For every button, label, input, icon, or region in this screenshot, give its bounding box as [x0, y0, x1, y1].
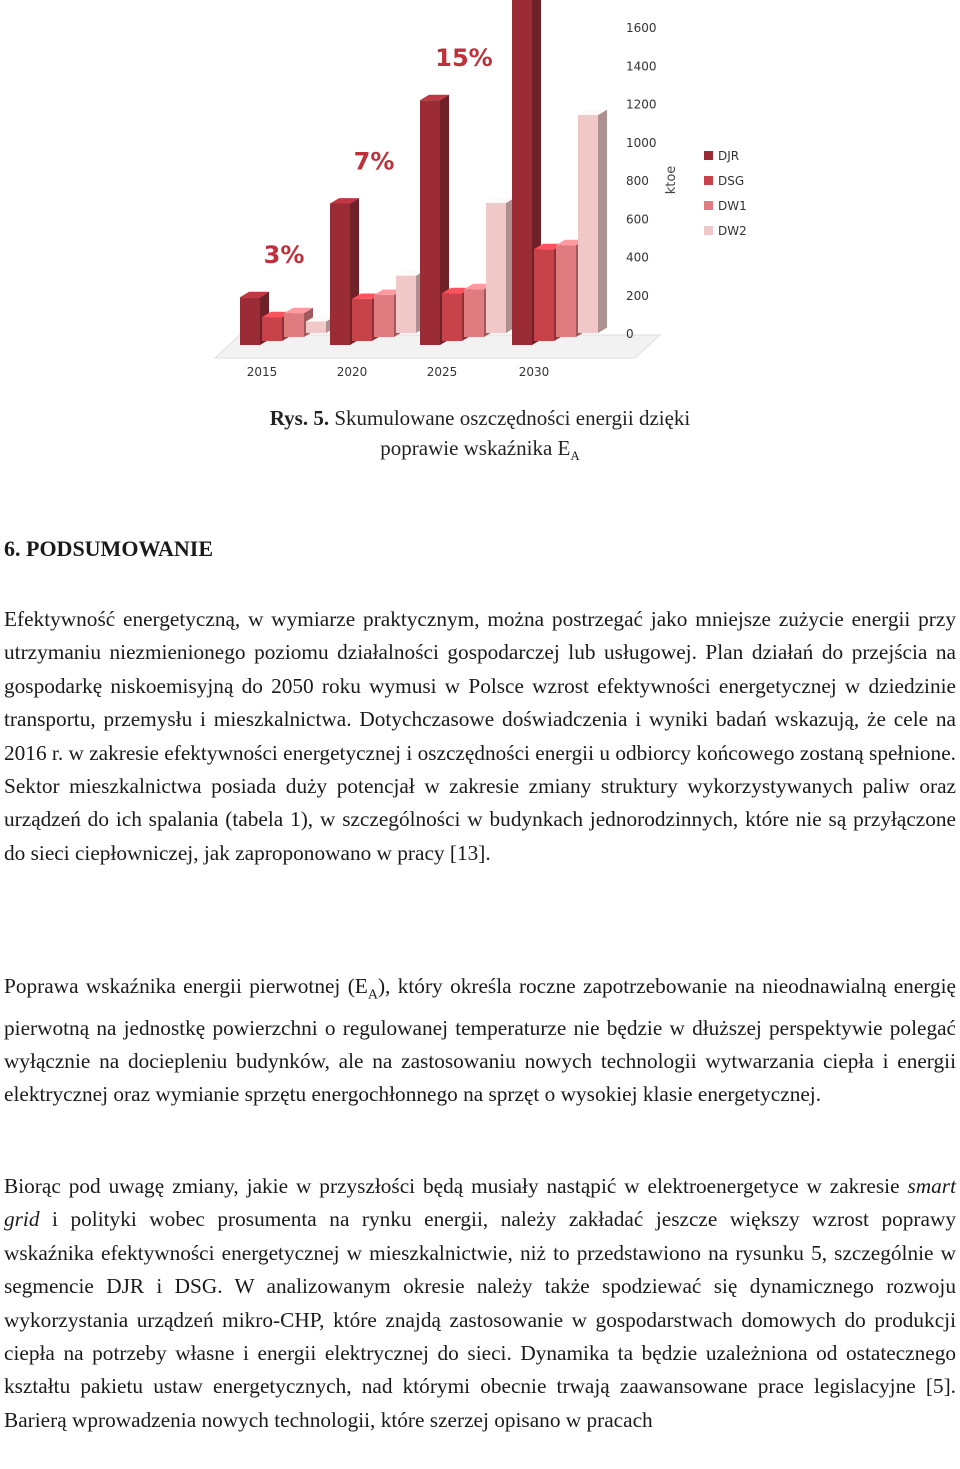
paragraph-2-start: Poprawa wskaźnika energii pierwotnej (E: [4, 974, 368, 998]
figure-caption-label: Rys. 5.: [269, 406, 330, 430]
legend-label: DW2: [718, 224, 747, 238]
legend-label: DW1: [718, 199, 747, 213]
y-axis-title: ktoe: [664, 165, 679, 195]
bar-DW2-2030: [578, 110, 607, 333]
figure-caption-line2: poprawie wskaźnika E: [380, 436, 571, 460]
x-axis-labels: [247, 365, 550, 379]
x-tick-label: 2030: [518, 365, 550, 379]
paragraph-3-start: Biorąc pod uwagę zmiany, jakie w przyszłości będą musiały nastąpić w elektroenergetyce w zakresie: [4, 1174, 908, 1198]
y-tick-label: 400: [626, 250, 649, 265]
y-tick-label: 1600: [626, 21, 657, 35]
legend-swatch: [704, 201, 713, 210]
paragraph-2-rest: ), który określa roczne zapotrzebowanie na nieodnawialną energię pierwotną na jednostkę powierzchni o regulowanej temperaturze nie będzie w dłuższej perspektywie polegać wyłącznie na dociepleniu budynków, ale na zastosowaniu nowych technologii wytwarzania ciepła i energii elektrycznej oraz wymianie sprzętu energochłonnego na sprzęt o wysokiej klasie energetycznej.: [4, 974, 957, 1107]
bar-front: [262, 317, 282, 341]
paragraph-2: [4, 970, 956, 1112]
figure-caption: [0, 406, 960, 431]
chart-bars: [240, 0, 607, 345]
legend-item-DJR: [704, 149, 739, 163]
y-tick-label: 1200: [626, 97, 657, 112]
legend-label: DSG: [718, 174, 745, 188]
savings-bar-chart: [0, 0, 960, 470]
x-tick-label: 2020: [336, 365, 368, 379]
bar-front: [512, 0, 532, 345]
paragraph-3-rest: i polityki wobec prosumenta na rynku energii, należy zakładać jeszcze większy wzrost poprawy wskaźnika efektywności energetycznej w mieszkalnictwie, niż to przedstawiono na rysunku 5, szczególnie w segmencie DJR i DSG. W analizowanym okresie należy także spodziewać się dynamicznego rozwoju wykorzystania urządzeń mikro-CHP, które znajdą zastosowanie w gospodarstwach domowych do produkcji ciepła na potrzeby własne i energii elektrycznej do sieci. Dynamika ta będzie uzależniona od ostatecznego kształtu pakietu ustaw energetycznych, nad którymi obecnie trwają zaawansowane prace legislacyjne [5]. Barierą wprowadzenia nowych technologii, które szerzej opisano w pracach: [4, 1207, 956, 1432]
y-tick-label: 0: [626, 327, 634, 341]
bar-front: [374, 295, 394, 337]
y-tick-label: 1400: [626, 59, 657, 74]
figure-caption-line1: Skumulowane oszczędności energii dzięki: [334, 406, 691, 430]
bar-front: [284, 313, 304, 337]
bar-front: [396, 276, 416, 333]
bar-front: [240, 297, 260, 345]
bar-front: [306, 322, 326, 333]
legend-item-DW2: [704, 224, 747, 238]
bar-front: [464, 289, 484, 337]
bar-front: [486, 203, 506, 333]
bar-front: [352, 299, 372, 341]
legend-label: DJR: [718, 149, 740, 163]
bar-front: [442, 293, 462, 341]
y-tick-label: 200: [626, 288, 649, 303]
paragraph-3: [4, 1170, 956, 1437]
bar-front: [420, 100, 440, 345]
bar-side: [598, 110, 607, 333]
bar-DW2-2025: [486, 198, 515, 333]
legend-item-DSG: [704, 174, 744, 188]
y-tick-label: 600: [626, 212, 649, 227]
paragraph-2-subscript: A: [367, 987, 378, 1003]
figure-caption-subscript: A: [570, 448, 580, 464]
y-axis-labels: [626, 21, 657, 341]
percent-annotation: 15%: [435, 44, 493, 73]
y-tick-label: 800: [626, 174, 649, 188]
bar-front: [330, 203, 350, 345]
section-heading: 6. PODSUMOWANIE: [4, 536, 214, 561]
percent-annotation: 3%: [263, 241, 305, 270]
x-tick-label: 2025: [426, 365, 458, 379]
x-tick-label: 2015: [246, 365, 278, 379]
paragraph-1: Efektywność energetyczną, w wymiarze praktycznym, można postrzegać jako mniejsze zużycie energii przy utrzymaniu niezmienionego poziomu działalności gospodarczej lub usługowej. Plan działań do przejścia na gospodarkę niskoemisyjną do 2050 roku wymusi w Polsce wzrost efektywności energetycznej w dziedzinie transportu, przemysłu i mieszkalnictwa. Dotychczasowe doświadczenia i wyniki badań wskazują, że cele na 2016 r. w zakresie efektywności energetycznej i oszczędności energii u odbiorcy końcowego zostaną spełnione. Sektor mieszkalnictwa posiada duży potencjał w zakresie zmiany struktury wykorzystywanych paliw oraz urządzeń do ich spalania (tabela 1), w szczególności w budynkach jednorodzinnych, które nie są przyłączone do sieci ciepłowniczej, jak zaproponowano w pracy [13].: [4, 607, 956, 865]
y-tick-label: 1000: [626, 135, 657, 150]
legend-swatch: [704, 176, 713, 185]
chart-legend: [704, 149, 747, 238]
bar-front: [556, 245, 576, 337]
paragraph-3-term: smart grid: [4, 1174, 956, 1232]
legend-swatch: [704, 151, 713, 160]
percent-annotation: 7%: [353, 147, 395, 176]
figure-caption-second-line: [0, 436, 960, 464]
legend-swatch: [704, 226, 713, 235]
legend-item-DW1: [704, 199, 747, 213]
bar-front: [578, 115, 598, 333]
bar-front: [534, 249, 554, 341]
